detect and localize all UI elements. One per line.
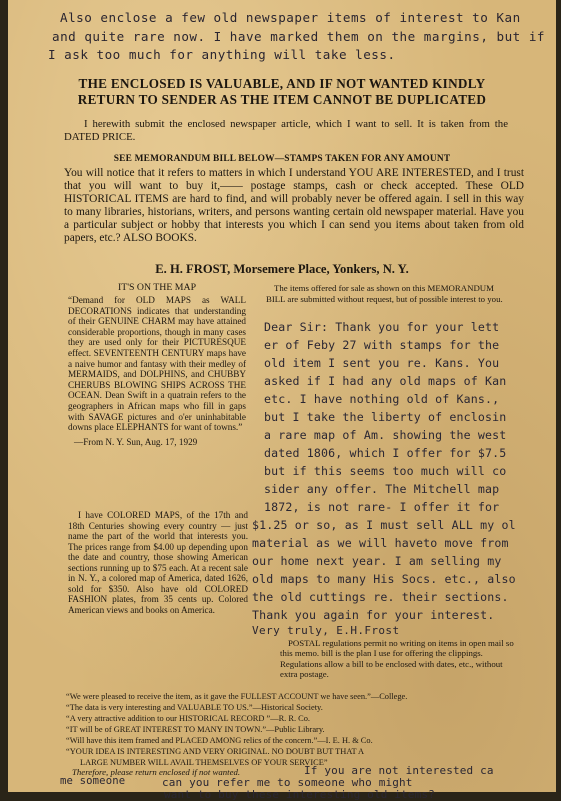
testimonial-5: “Will have this item framed and PLACED AMONG relics of the concern.”—I. E. H. & Co. (66, 736, 373, 745)
sender-line: E. H. FROST, Morsemere Place, Yonkers, N. Y. (155, 262, 409, 276)
testimonial-4: “IT will be of GREAT INTEREST TO MANY IN TOWN.”—Public Library. (66, 725, 325, 734)
headline-line-2: RETURN TO SENDER AS THE ITEM CANNOT BE DUPLICATED (77, 92, 487, 107)
submit-paragraph: I herewith submit the enclosed newspaper article, which I want to sell. It is taken from the DATED PRICE. (64, 118, 508, 143)
bottom-typed-1: If you are not interested ca (304, 764, 494, 777)
clipping-offer-sheet (8, 0, 556, 801)
letter-line-11: 1872, is not rare- I offer it for (264, 500, 500, 514)
map-article (68, 282, 246, 447)
testimonial-3: “A very attractive addition to our HISTORICAL RECORD ”—R. R. Co. (66, 714, 311, 723)
memo-intro: The items offered for sale as shown on this MEMORANDUM BILL are submitted without request, but of possible interest to you. (266, 283, 503, 304)
memo-heading: SEE MEMORANDUM BILL BELOW—STAMPS TAKEN FOR ANY AMOUNT (113, 154, 451, 164)
typed-line-3: I ask too much for anything will take less. (48, 47, 396, 62)
letter-line-13: material as we will haveto move from (252, 536, 509, 550)
notice-paragraph: You will notice that it refers to matters in which I understand YOU ARE INTERESTED, and I trust that you will want to buy it,—— postage stamps, cash or check accepted. These OLD HISTORICAL ITEMS are hard to find, and will probably never be offered again. I sell in this way to many libraries, historians, writers, and persons wanting certain old newspaper material. Have you a particular subject or hobby that interests you which I can send you items about taken from old papers, etc.? ALSO BOOKS. (64, 167, 524, 244)
letter-signoff: Very truly, E.H.Frost (252, 624, 400, 637)
letter-line-17: Thank you again for your interest. (252, 608, 495, 622)
letter-line-6: but I take the liberty of enclosin (264, 410, 507, 424)
letter-line-1: Dear Sir: Thank you for your lett (264, 320, 500, 334)
bottom-typed-2: can you refer me to someone who might (162, 776, 413, 789)
map-article-body: “Demand for OLD MAPS as WALL DECORATIONS indicates that understanding of their GENUINE CHARM may have attained considerable proportions, though in many cases they are used only for their PICTURESQUE effect. SEVENTEENTH CENTURY maps have a naive humor and fantasy with their medley of MERMAIDS, and DOLPHINS, and CHUBBY CHERUBS BLOWING SHIPS ACROSS THE OCEAN. Dean Swift in a quatrain refers to the geographers in African maps who fill in gaps with SAVAGE pictures and o'er uninhabitable downs place ELEPHANTS for want of towns.” (68, 295, 246, 433)
map-article-title: IT'S ON THE MAP (117, 282, 197, 293)
letter-line-4: asked if I had any old maps of Kan (264, 374, 507, 388)
bottom-typed-3: want to buy these interesting old items? (164, 788, 435, 801)
letter-line-10: sider any offer. The Mitchell map (264, 482, 500, 496)
letter-line-16: the old cuttings re. their sections. (252, 590, 509, 604)
letter-line-5: etc. I have nothing old of Kans., (264, 392, 500, 406)
testimonial-2: “The data is very interesting and VALUABLE TO US.”—Historical Society. (66, 703, 323, 712)
letter-line-12: $1.25 or so, as I must sell ALL my ol (252, 518, 516, 532)
letter-line-3: old item I sent you re. Kans. You (264, 356, 500, 370)
letter-line-9: but if this seems too much will co (264, 464, 507, 478)
colored-maps-paragraph: I have COLORED MAPS, of the 17th and 18th Centuries showing every country — just name the part of the world that interests you. The prices range from $4.00 up depending upon the date and country, those showing American sections running up to $75 each. At a recent sale in N. Y., a colored map of America, dated 1626, sold for $350. Also have old COLORED FASHION plates, from 35 cents up. Colored American views and books on America. (68, 510, 248, 615)
postage-note: POSTAL regulations permit no writing on items in open mail so this memo. bill is the plan I use for offering the clippings. Regulations allow a bill to be enclosed with dates, etc., without extra postage. (280, 638, 514, 680)
letter-line-7: a rare map of Am. showing the west (264, 428, 507, 442)
return-note: Therefore, please return enclosed if not wanted. (72, 767, 241, 777)
testimonial-6: “YOUR IDEA IS INTERESTING AND VERY ORIGINAL. NO DOUBT BUT THAT A (66, 747, 365, 756)
typed-line-2: and quite rare now. I have marked them on the margins, but if (52, 29, 546, 44)
bottom-left-typed: me someone (60, 775, 126, 787)
testimonial-1: “We were pleased to receive the item, as it gave the FULLEST ACCOUNT we have seen.”—College. (66, 692, 408, 701)
letter-line-2: er of Feby 27 with stamps for the (264, 338, 500, 352)
headline-line-1: THE ENCLOSED IS VALUABLE, AND IF NOT WANTED KINDLY (78, 76, 486, 91)
typed-line-1: Also enclose a few old newspaper items of interest to Kan (60, 10, 521, 25)
letter-line-8: dated 1806, which I offer for $7.5 (264, 446, 507, 460)
testimonial-7: LARGE NUMBER WILL AVAIL THEMSELVES OF YOUR SERVICE” (80, 758, 328, 767)
letter-line-14: our home next year. I am selling my (252, 554, 502, 568)
map-article-source: —From N. Y. Sun, Aug. 17, 1929 (74, 436, 198, 447)
letter-line-15: old maps to many His Socs. etc., also (252, 572, 516, 586)
